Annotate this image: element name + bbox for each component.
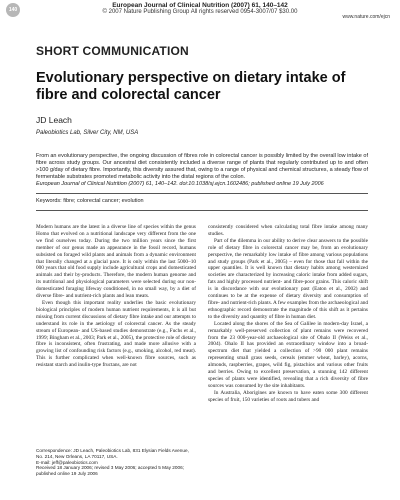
footnote-address: Correspondence: JD Leach, Paleobiotics Lab, 831 Elysian Fields Avenue, No. 214, New Orleans, LA 70117, USA. (36, 448, 189, 459)
divider-top (36, 193, 368, 194)
body-column-left (36, 224, 196, 369)
article-title: Evolutionary perspective on dietary intake of fibre and colorectal cancer (36, 70, 346, 103)
journal-website-link[interactable]: www.nature.com/ejcn (342, 14, 390, 20)
section-label: SHORT COMMUNICATION (36, 44, 189, 58)
body-paragraph: consistently considered when calculating total fibre intake among many studies. (208, 224, 368, 237)
article-citation: European Journal of Clinical Nutrition (2007) 61, 140–142. doi:10.1038/sj.ejcn.1602486; published online 19 July 2006 (36, 181, 324, 187)
correspondence-footnote (36, 448, 196, 477)
body-paragraph: Modern humans are the latest in a diverse line of species within the genus Homo that evolved on a nutritional landscape very different from the one we find ourselves today. During the two million years since the first member of our genus made an appearance in the fossil record, humans subsisted on foraged wild plants and animals from a dynamic environment that literally changed at a glacial pace. It is only within the last 5000–10 000 years that old food supply include agricultural crops and domesticated animals and their by-products. Therefore, the modern human genome and its nutritional and physiological parameters were selected during our non-domesticated foraging lifeway conditioned, in no small way, by a diet of diverse fibre- and nutrient-rich plants and lean meats. (36, 224, 196, 300)
author-affiliation: Paleobiotics Lab, Silver City, NM, USA (36, 130, 139, 136)
body-paragraph: Located along the shores of the Sea of Galilee in modern-day Israel, a remarkably well-preserved collection of plant remains were recovered from the 23 000-year-old archaeological site of Ohalo II (Weiss et al., 2004). Ohalo II has provided an extraordinary window into a broad-spectrum diet that yielded a collection of >90 000 plant remains representing small grass seeds, cereals (emmer wheat, barley), acorns, almonds, raspberries, grapes, wild fig, pistachios and various other fruits and berries. Owing to excellent preservation, a stunning 142 different species of plants were identified, revealing that a rich diversity of fibre sources was consumed by the site inhabitants. (208, 320, 368, 389)
body-paragraph: Even though this important reality underlies the basic evolutionary biological principles of modern human nutrient requirements, it is all but missing from current discussions of dietary fibre intake and our attempts to understand its role in the aetiology of colorectal cancer. As the steady stream of European- and US-based studies demonstrate (e.g., Fuchs et al., 1999; Bingham et al., 2003; Park et al., 2005), the protective role of dietary fibre is inconsistent, often frustrating, and made more allusive with a growing list of confounding risk factors (e.g., smoking, alcohol, red meat). This is further complicated when well-known fibre sources, such as resistant starch and inulin-type fructans, are not (36, 299, 196, 369)
body-paragraph: In Australia, Aborigines are known to have eaten some 300 different species of fruit, 150 varieties of roots and tubers and (208, 389, 368, 403)
journal-info (0, 2, 400, 16)
author-name: JD Leach (36, 115, 72, 125)
body-column-right (208, 224, 368, 404)
journal-line: European Journal of Clinical Nutrition (2007) 61, 140–142 (112, 2, 288, 9)
divider-bottom (36, 210, 368, 211)
body-paragraph: Part of the dilemma in our ability to derive clear answers to the possible role of dietary fibre in colorectal cancer may be, from an evolutionary perspective, the remarkably low intake of fibre among various populations and study groups (Park et al., 2005) – even for those that fall within the upper quantiles. It is well known that dietary habits among westernized societies are characterized by increasing caloric intake from added sugars, fats and highly processed nutrient- and fibre-poor grains. This caloric shift is in discordance with our evolutionary past (Eaton et al., 2002) and continues to be at the expense of dietary diversity and consumption of fibre- and nutrient-rich plants. A few examples from the archaeological and ethnographic record demonstrate the magnitude of this shift as it pertains to the diversity and quantity of fibre in human diet. (208, 237, 368, 320)
footnote-dates: Received 18 January 2006; revised 3 May 2006; accepted 5 May 2006; published online 19 July 2006 (36, 465, 185, 477)
abstract (36, 153, 368, 188)
publisher-line: © 2007 Nature Publishing Group All rights reserved 0954-3007/07 $30.00 (102, 9, 298, 15)
page-header (0, 0, 400, 22)
abstract-text: From an evolutionary perspective, the ongoing discussion of fibres role in colorectal cancer is possibly limited by the overall low intake of fibre across study groups. Our ancestral diet consistently included a diverse range of plants that regularly contributed up to and often >100 g/day of dietary fibre. Importantly, this diversity assured that, owing to a range of physical and chemical structures, a steady flow of fermentable substrates promoted metabolic activity into the distal regions of the colon. (36, 153, 368, 180)
footnote-email[interactable]: E-mail: jeff@paleobiotics.com (36, 459, 98, 465)
page-number: 140 (8, 7, 18, 13)
keywords: Keywords: fibre; colorectal cancer; evolution (36, 198, 144, 204)
